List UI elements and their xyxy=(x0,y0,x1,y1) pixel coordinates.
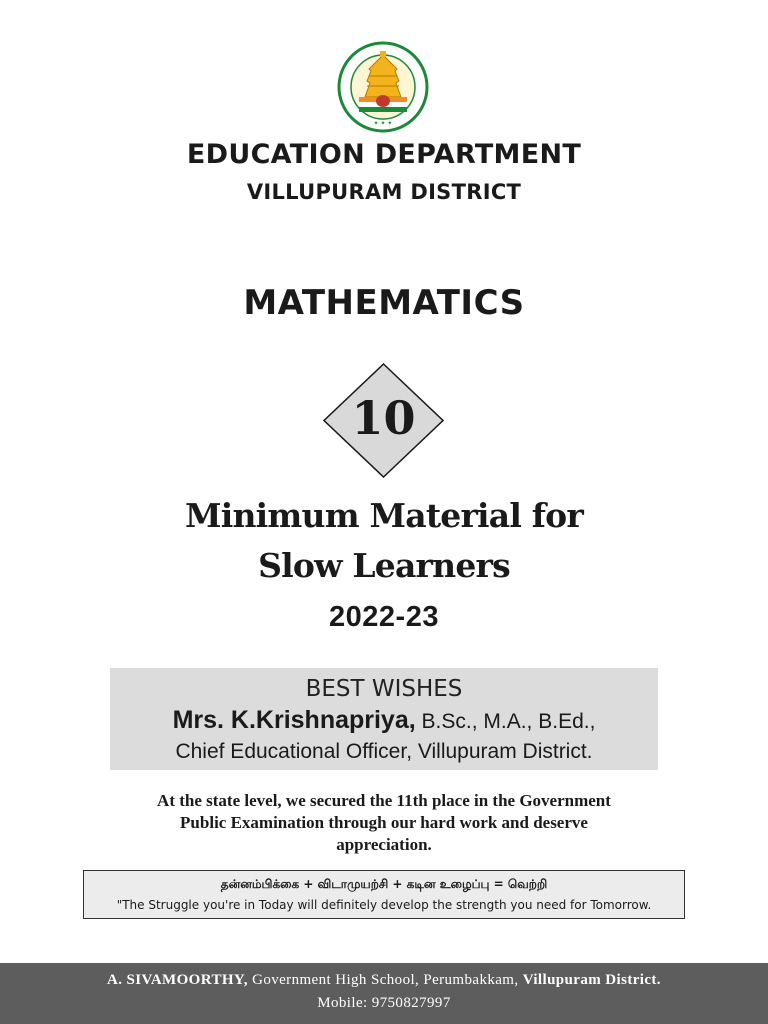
officer-name: Mrs. K.Krishnapriya, xyxy=(172,706,416,734)
footer-district: Villupuram District. xyxy=(522,972,661,988)
author-mobile: Mobile: 9750827997 xyxy=(317,995,451,1011)
best-wishes-title: BEST WISHES xyxy=(305,676,463,702)
motivation-quote-box xyxy=(83,870,685,919)
officer-role: Chief Educational Officer, Villupuram District. xyxy=(175,740,593,763)
department-title: EDUCATION DEPARTMENT xyxy=(186,139,582,170)
officer-qualifications: B.Sc., M.A., B.Ed., xyxy=(415,710,596,733)
achievement-text xyxy=(84,790,684,856)
achievement-line3: appreciation. xyxy=(336,835,432,854)
school-name: Government High School, Perumbakkam, xyxy=(247,972,523,988)
material-title-line2: Slow Learners xyxy=(258,546,510,585)
best-wishes-box xyxy=(110,668,658,770)
svg-text:✦ ✦ ✦: ✦ ✦ ✦ xyxy=(373,120,393,127)
tamil-quote: தன்னம்பிக்கை + விடாமுயற்சி + கடின உழைப்பு = வெற்றி xyxy=(220,877,548,891)
wishes-name-line xyxy=(110,706,658,735)
footer-credit-line xyxy=(0,972,768,989)
district-title: VILLUPURAM DISTRICT xyxy=(246,180,522,204)
achievement-line1: At the state level, we secured the 11th place in the Government xyxy=(157,791,611,810)
achievement-line2: Public Examination through our hard work and deserve xyxy=(180,813,588,832)
subject-title: MATHEMATICS xyxy=(243,283,525,323)
english-quote: "The Struggle you're in Today will definitely develop the strength you need for Tomorrow. xyxy=(116,898,652,912)
government-emblem-icon xyxy=(333,41,433,133)
author-name: A. SIVAMOORTHY, xyxy=(107,972,248,988)
academic-year: 2022-23 xyxy=(329,601,439,633)
grade-number: 10 xyxy=(351,391,416,445)
material-title-line1: Minimum Material for xyxy=(185,496,583,535)
footer-bar xyxy=(0,963,768,1024)
